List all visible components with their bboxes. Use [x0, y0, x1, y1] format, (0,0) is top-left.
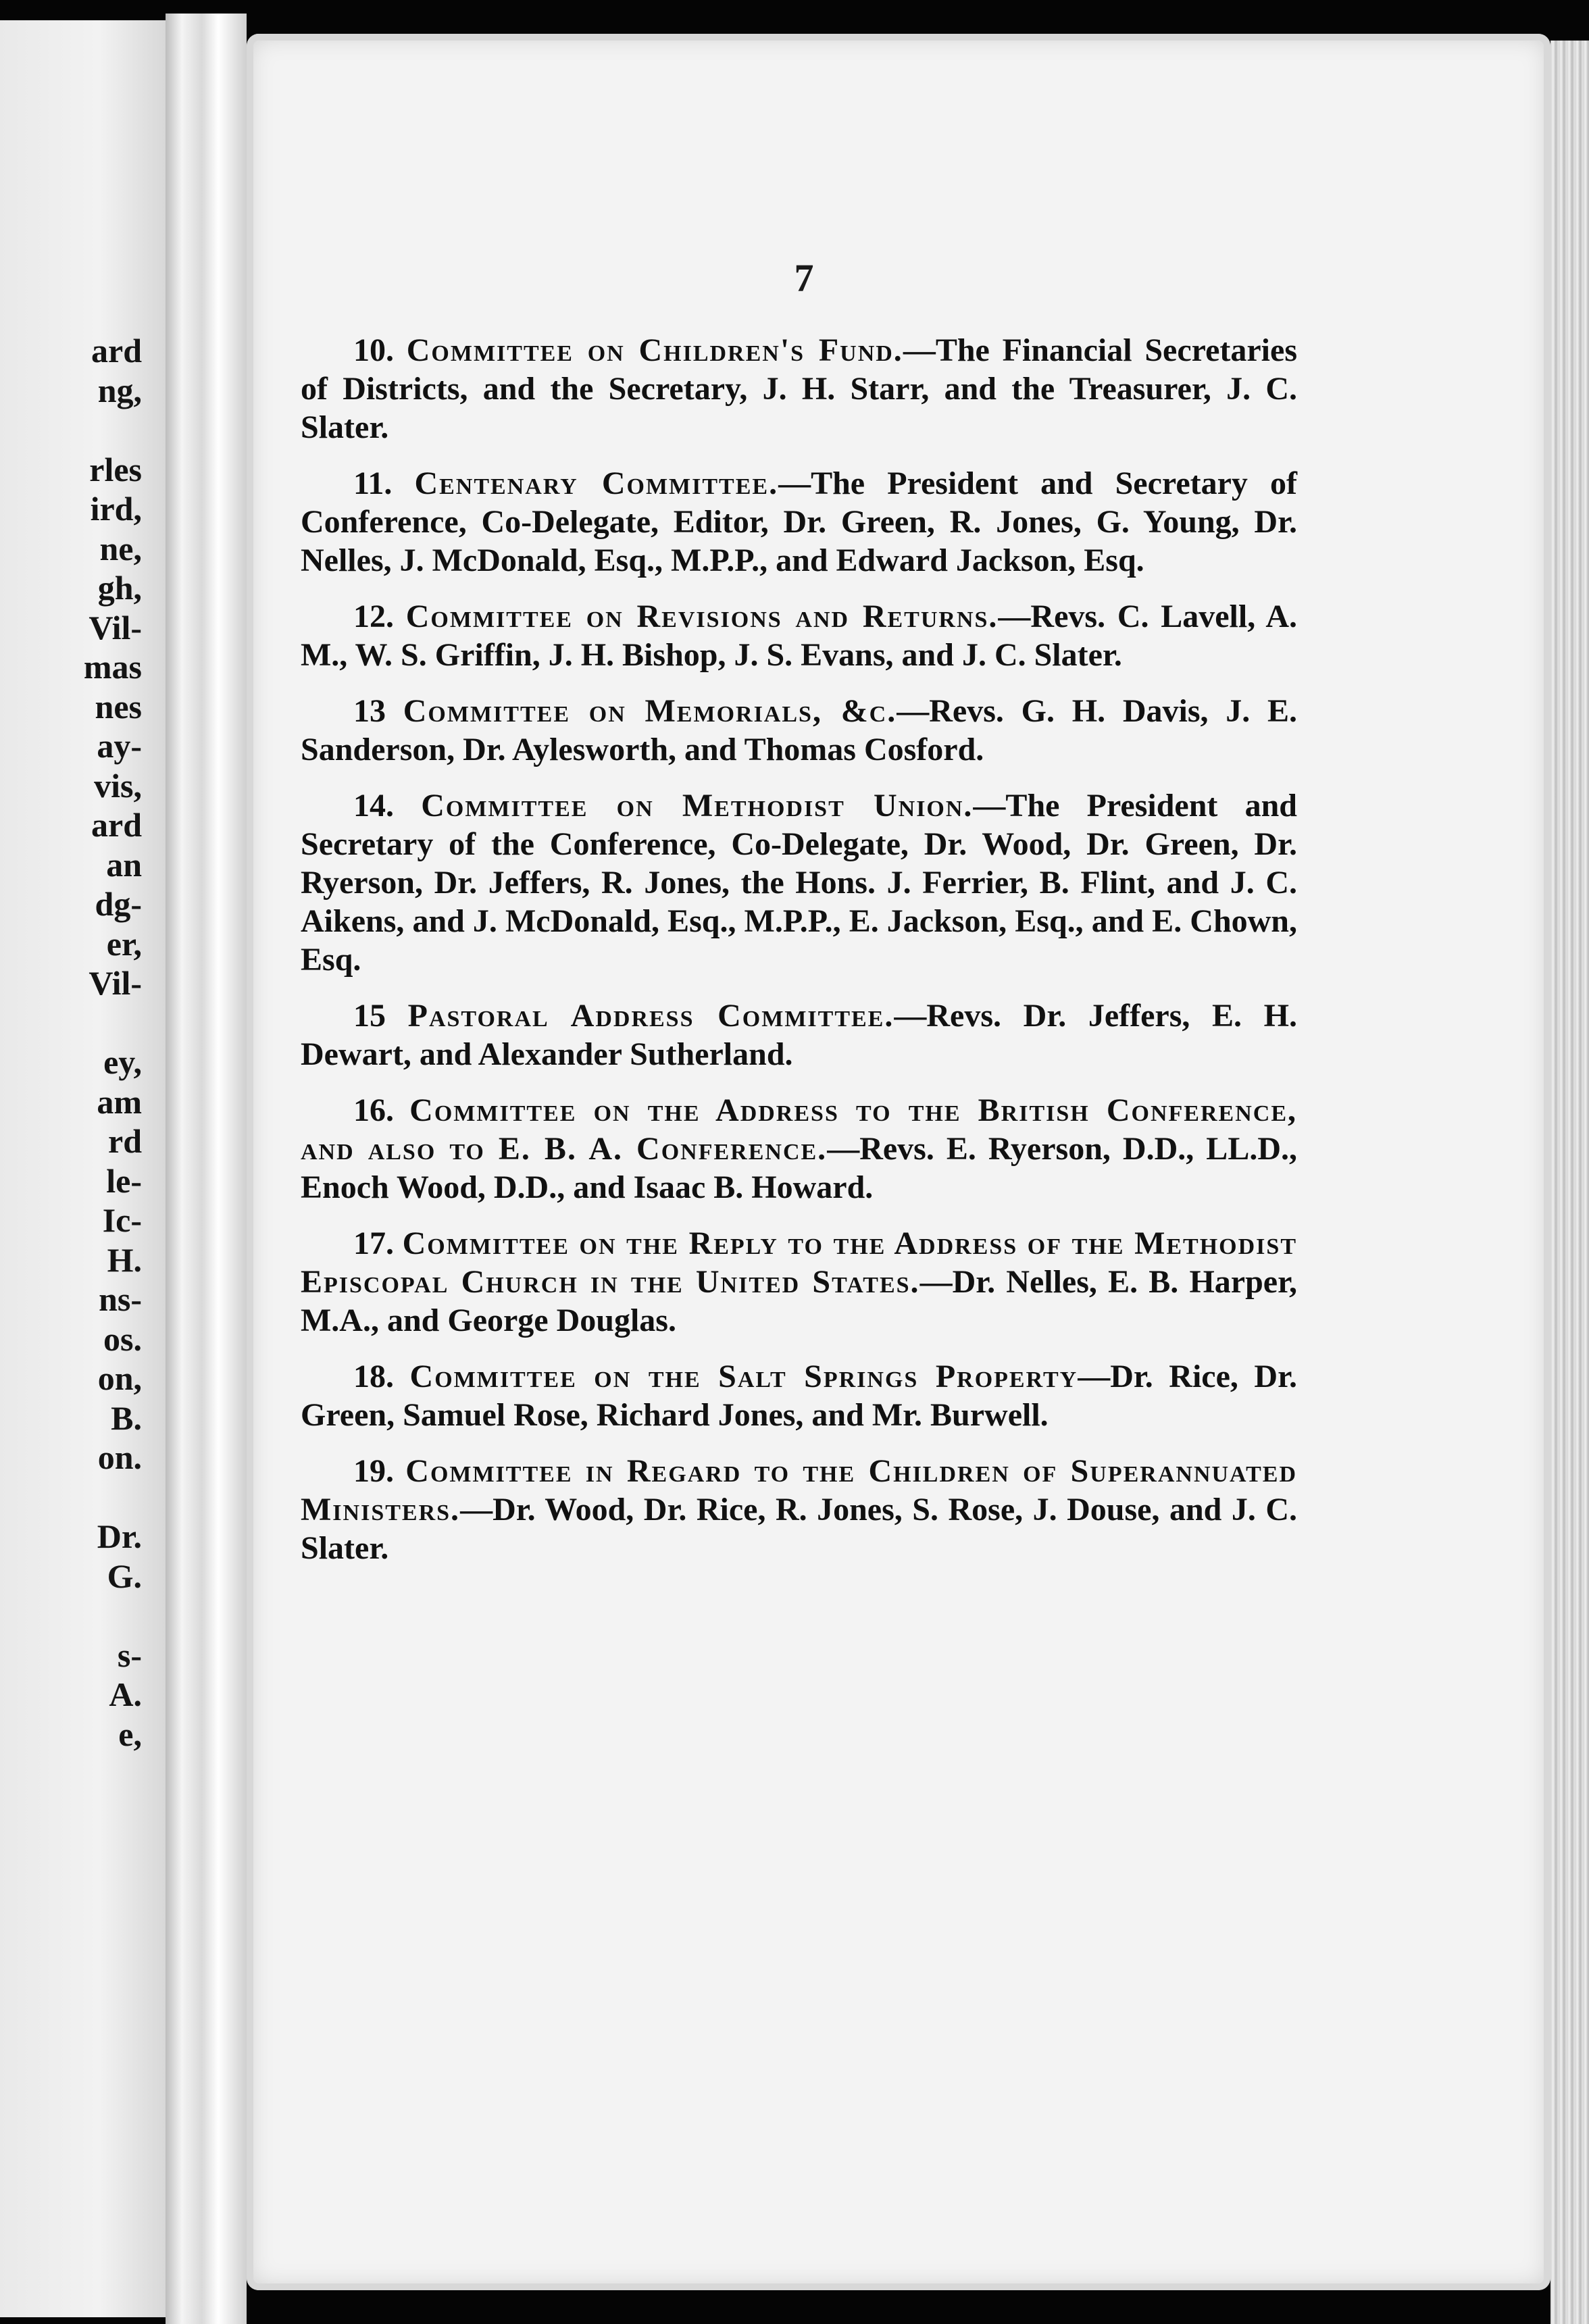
entry-number: 19. [353, 1453, 394, 1489]
left-fragment-line: e, [118, 1715, 142, 1753]
entry-members: —Revs. C. Lavell, A. M., W. S. Griffin, J. H. Bishop, J. S. Evans, and J. C. Slater. [301, 599, 1297, 673]
committee-entry [301, 331, 1297, 447]
left-fragment-line: dg- [95, 885, 142, 923]
entry-heading: Committee on Methodist Union. [421, 788, 974, 824]
left-fragment-line: Dr. [97, 1517, 142, 1555]
left-fragment-line: Vil- [89, 608, 142, 647]
left-fragment-line: mas [83, 648, 142, 686]
entry-heading: Centenary Committee. [414, 465, 779, 501]
entry-number: 18. [353, 1359, 394, 1394]
entry-members: —Revs. Dr. Jeffers, E. H. Dewart, and Alexander Sutherland. [301, 998, 1297, 1072]
committee-entry [301, 1357, 1297, 1434]
left-fragment-line: rd [108, 1122, 142, 1160]
entry-number: 17. [353, 1226, 394, 1261]
left-fragment-line: ng, [97, 371, 142, 409]
left-facing-page [0, 20, 166, 2317]
book-page-edges [1550, 41, 1589, 2324]
entry-number: 12. [353, 599, 394, 634]
entry-members: —Revs. G. H. Davis, J. E. Sanderson, Dr. Aylesworth, and Thomas Cosford. [301, 693, 1298, 767]
left-fragment-line: on. [97, 1438, 142, 1476]
committee-entry [301, 1224, 1297, 1340]
entry-members: —Dr. Wood, Dr. Rice, R. Jones, S. Rose, J. Douse, and J. C. Slater. [301, 1492, 1297, 1566]
entry-heading: Committee on Memorials, &c. [403, 693, 897, 729]
page-number: 7 [794, 256, 814, 300]
entry-number: 13 [353, 693, 386, 729]
left-fragment-line: ne, [99, 529, 142, 567]
entry-heading: Committee on Children's Fund. [406, 332, 903, 368]
left-fragment-line: gh, [97, 569, 142, 607]
left-fragment-line: ard [91, 806, 142, 844]
committee-entry [301, 786, 1297, 979]
left-page-text-fragments [0, 331, 162, 1754]
left-fragment-line: rles [89, 450, 142, 488]
left-fragment-line: ird, [90, 490, 142, 528]
entry-members: —The Financial Secretaries of Districts, and the Secretary, J. H. Starr, and the Treasurer, J. C. Slater. [301, 332, 1297, 445]
left-fragment-line: an [106, 845, 142, 884]
entry-number: 14. [353, 788, 394, 824]
entry-heading: Committee on the Address to the British Conference, and also to E. B. A. Conference. [301, 1092, 1298, 1167]
committee-entry [301, 1452, 1297, 1567]
left-fragment-line: Ic- [102, 1201, 142, 1239]
entry-heading: Committee on the Salt Springs Property [409, 1359, 1078, 1394]
entry-number: 10. [353, 332, 394, 368]
left-fragment-line: le- [106, 1161, 142, 1200]
left-fragment-line: ard [91, 332, 142, 370]
entry-number: 11. [353, 465, 393, 501]
left-fragment-line [0, 410, 162, 450]
entry-members: —The President and Secretary of the Conference, Co-Delegate, Dr. Wood, Dr. Green, Dr. Ryerson, Dr. Jeffers, R. Jones, the Hons. J. Ferrier, B. Flint, and J. C. Aikens, and J. McDonald, Esq., M.P.P., E. Jackson, Esq., and E. Chown, Esq. [301, 788, 1297, 978]
left-fragment-line: A. [109, 1675, 142, 1713]
committee-entry [301, 597, 1297, 674]
entry-number: 15 [353, 998, 386, 1034]
entry-members: —Revs. E. Ryerson, D.D., LL.D., Enoch Wood, D.D., and Isaac B. Howard. [301, 1131, 1297, 1205]
left-fragment-line: os. [103, 1319, 142, 1358]
left-fragment-line: s- [117, 1636, 142, 1674]
entry-members: —The President and Secretary of Conference, Co-Delegate, Editor, Dr. Green, R. Jones, G. Young, Dr. Nelles, J. McDonald, Esq., M.P.P., and Edward Jackson, Esq. [301, 465, 1298, 578]
committee-entry [301, 996, 1297, 1073]
entry-members: —Dr. Rice, Dr. Green, Samuel Rose, Richard Jones, and Mr. Burwell. [301, 1359, 1297, 1433]
left-fragment-line: ey, [103, 1043, 142, 1081]
left-fragment-line: ns- [99, 1280, 142, 1318]
entry-heading: Committee in Regard to the Children of Superannuated Ministers. [301, 1453, 1297, 1527]
committee-entry [301, 692, 1297, 769]
entry-heading: Committee on the Reply to the Address of the Methodist Episcopal Church in the United States. [301, 1226, 1298, 1300]
committee-list [301, 331, 1297, 1585]
left-fragment-line: er, [106, 924, 142, 963]
left-fragment-line: Vil- [89, 964, 142, 1002]
book-gutter [166, 14, 247, 2324]
committee-entry [301, 1091, 1297, 1207]
left-fragment-line [0, 1477, 162, 1517]
entry-number: 16. [353, 1092, 394, 1128]
entry-members: —Dr. Nelles, E. B. Harper, M.A., and George Douglas. [301, 1264, 1297, 1338]
left-fragment-line: ay- [97, 727, 142, 765]
left-fragment-line: on, [97, 1359, 142, 1397]
committee-entry [301, 464, 1297, 580]
left-fragment-line: B. [111, 1398, 142, 1437]
left-fragment-line [0, 1003, 162, 1043]
left-fragment-line: vis, [94, 766, 142, 805]
left-fragment-line [0, 1596, 162, 1636]
left-fragment-line: nes [95, 687, 142, 726]
left-fragment-line: am [97, 1082, 142, 1121]
left-fragment-line: H. [107, 1240, 142, 1279]
entry-heading: Committee on Revisions and Returns. [405, 599, 999, 634]
left-fragment-line: G. [107, 1557, 142, 1595]
entry-heading: Pastoral Address Committee. [407, 998, 894, 1034]
